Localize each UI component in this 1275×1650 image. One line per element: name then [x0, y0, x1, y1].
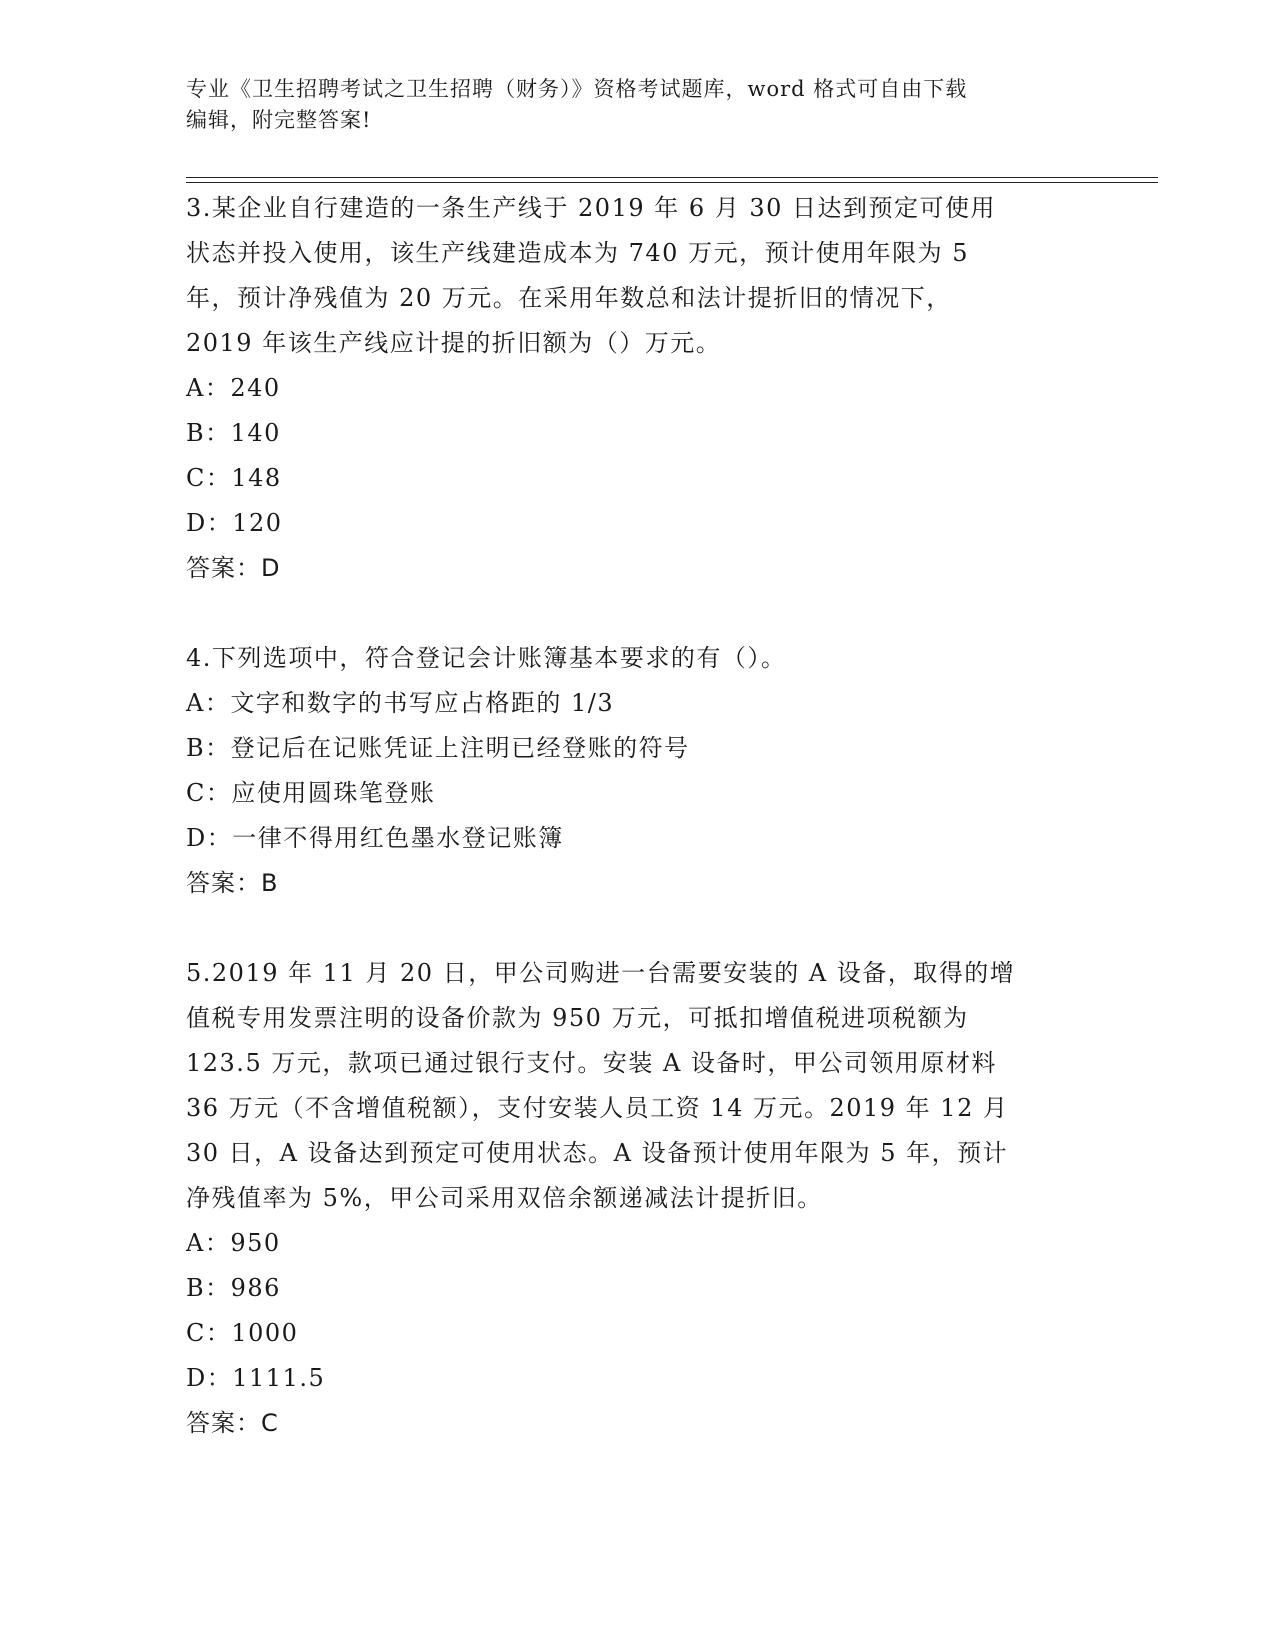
- spacer: [186, 906, 1086, 951]
- question-text-line: 状态并投入使用，该生产线建造成本为 740 万元，预计使用年限为 5: [186, 239, 969, 267]
- question-text-line: 净残值率为 5%，甲公司采用双倍余额递减法计提折旧。: [186, 1184, 823, 1212]
- intro-line: 编辑，附完整答案!: [186, 108, 372, 132]
- question-item: [186, 951, 1086, 1446]
- header-divider: [186, 177, 1158, 178]
- option-b: B：986: [186, 1274, 281, 1302]
- option-d: D：120: [186, 509, 283, 537]
- option-d: D：1111.5: [186, 1364, 326, 1392]
- option-d: D：一律不得用红色墨水登记账簿: [186, 824, 564, 852]
- option-a: A：文字和数字的书写应占格距的 1/3: [186, 689, 615, 717]
- question-text-line: 36 万元（不含增值税额），支付安装人员工资 14 万元。2019 年 12 月: [186, 1094, 1009, 1122]
- question-text-line: 值税专用发票注明的设备价款为 950 万元，可抵扣增值税进项税额为: [186, 1004, 969, 1032]
- answer-line: 答案：D: [186, 554, 281, 582]
- answer-line: 答案：B: [186, 869, 279, 897]
- question-text-line: 30 日，A 设备达到预定可使用状态。A 设备预计使用年限为 5 年，预计: [186, 1139, 1009, 1167]
- question-text-line: 5.2019 年 11 月 20 日，甲公司购进一台需要安装的 A 设备，取得的增: [186, 959, 1016, 987]
- answer-line: 答案：C: [186, 1409, 279, 1437]
- question-text-line: 123.5 万元，款项已通过银行支付。安装 A 设备时，甲公司领用原材料: [186, 1049, 997, 1077]
- question-item: [186, 186, 1086, 591]
- option-b: B：140: [186, 419, 281, 447]
- option-a: A：240: [186, 374, 281, 402]
- option-a: A：950: [186, 1229, 281, 1257]
- header-divider: [186, 182, 1158, 183]
- option-c: C：应使用圆珠笔登账: [186, 779, 436, 807]
- question-text-line: 年，预计净残值为 20 万元。在采用年数总和法计提折旧的情况下，: [186, 284, 952, 312]
- question-text-line: 3.某企业自行建造的一条生产线于 2019 年 6 月 30 日达到预定可使用: [186, 194, 997, 222]
- question-list: [186, 186, 1086, 1446]
- spacer: [186, 591, 1086, 636]
- document-intro: [186, 74, 1086, 136]
- intro-line: 专业《卫生招聘考试之卫生招聘（财务）》资格考试题库，word 格式可自由下载: [186, 77, 968, 101]
- question-text-line: 4.下列选项中，符合登记会计账簿基本要求的有（）。: [186, 644, 787, 672]
- question-text-line: 2019 年该生产线应计提的折旧额为（）万元。: [186, 329, 722, 357]
- option-b: B：登记后在记账凭证上注明已经登账的符号: [186, 734, 690, 762]
- option-c: C：1000: [186, 1319, 299, 1347]
- question-item: [186, 636, 1086, 906]
- option-c: C：148: [186, 464, 282, 492]
